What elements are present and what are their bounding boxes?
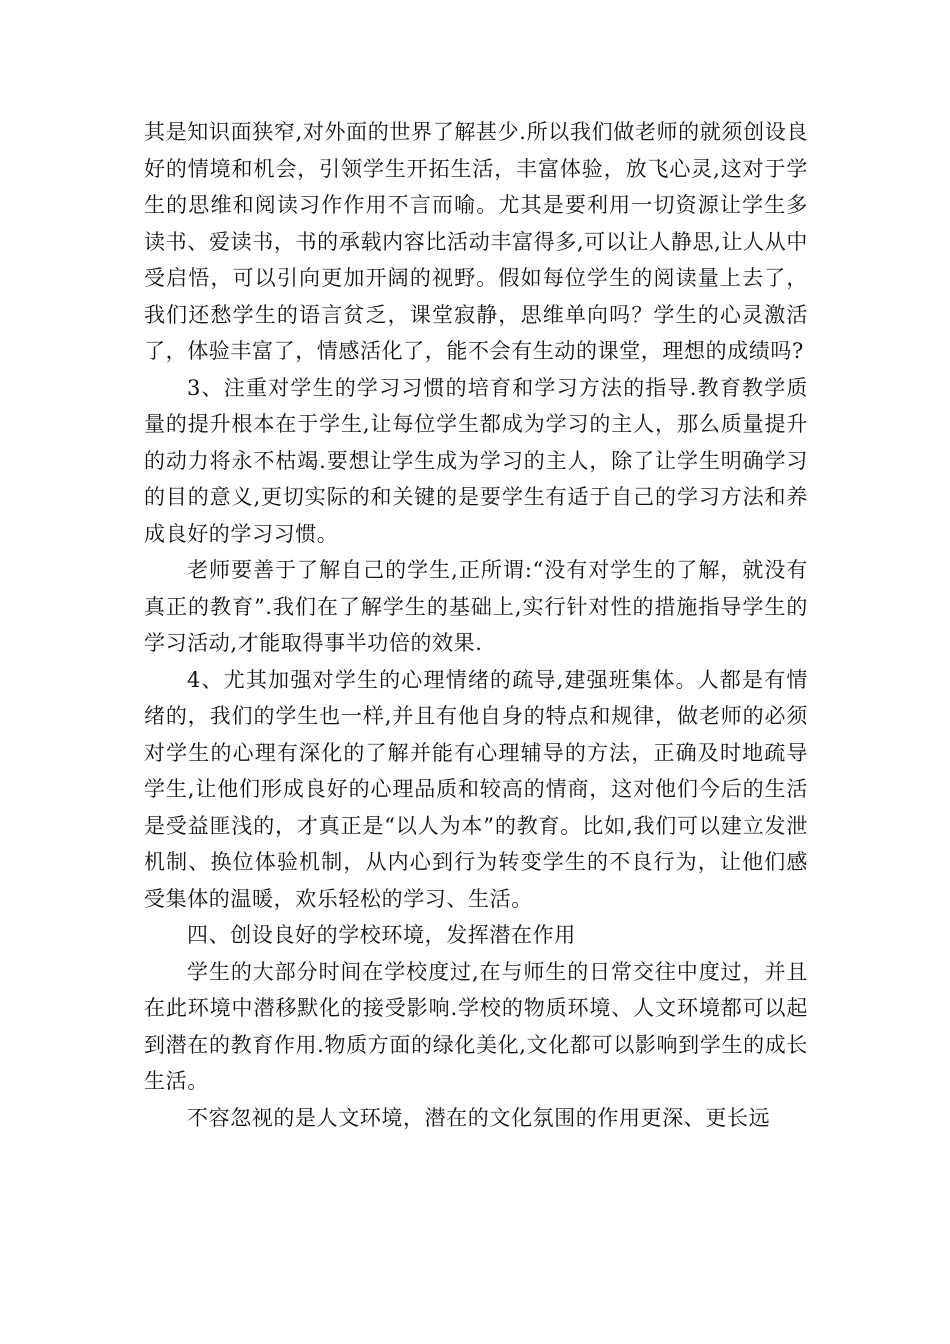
paragraph-3: 老师要善于了解自己的学生,正所谓:“没有对学生的了解，就没有真正的教育”.我们在了解学生的基础上,实行针对性的措施指导学生的学习活动,才能取得事半功倍的效果. (144, 558, 808, 655)
section-heading-4: 四、创设良好的学校环境，发挥潜在作用 (187, 923, 576, 947)
paragraph-2: 3、注重对学生的学习习惯的培育和学习方法的指导.教育教学质量的提升根本在于学生,让每位学生都成为学习的主人，那么质量提升的动力将永不枯竭.要想让学生成为学习的主人，除了让学生明确学习的目的意义,更切实际的和关键的是要学生有适于自己的学习方法和养成良好的学习习惯。 (144, 375, 808, 546)
paragraph-4: 4、尤其加强对学生的心理情绪的疏导,建强班集体。人都是有情绪的，我们的学生也一样,并且有他自身的特点和规律，做老师的必须对学生的心理有深化的了解并能有心理辅导的方法，正确及时地疏导学生,让他们形成良好的心理品质和较高的情商，这对他们今后的生活是受益匪浅的，才真正是“以人为本”的教育。比如,我们可以建立发泄机制、换位体验机制，从内心到行为转变学生的不良行为，让他们感受集体的温暖，欢乐轻松的学习、生活。 (144, 667, 808, 911)
document-page (144, 114, 808, 1136)
paragraph-1: 其是知识面狭窄,对外面的世界了解甚少.所以我们做老师的就须创设良好的情境和机会，引领学生开拓生活，丰富体验，放飞心灵,这对于学生的思维和阅读习作作用不言而喻。尤其是要利用一切资源让学生多读书、爱读书，书的承载内容比活动丰富得多,可以让人静思,让人从中受启悟，可以引向更加开阔的视野。假如每位学生的阅读量上去了，我们还愁学生的语言贫乏，课堂寂静，思维单向吗？学生的心灵激活了，体验丰富了，情感活化了，能不会有生动的课堂，理想的成绩吗? (144, 120, 808, 363)
paragraph-6: 不容忽视的是人文环境，潜在的文化氛围的作用更深、更长远 (187, 1105, 771, 1130)
paragraph-5: 学生的大部分时间在学校度过,在与师生的日常交往中度过，并且在此环境中潜移默化的接受影响.学校的物质环境、人文环境都可以起到潜在的教育作用.物质方面的绿化美化,文化都可以影响到学生的成长生活。 (144, 959, 808, 1093)
